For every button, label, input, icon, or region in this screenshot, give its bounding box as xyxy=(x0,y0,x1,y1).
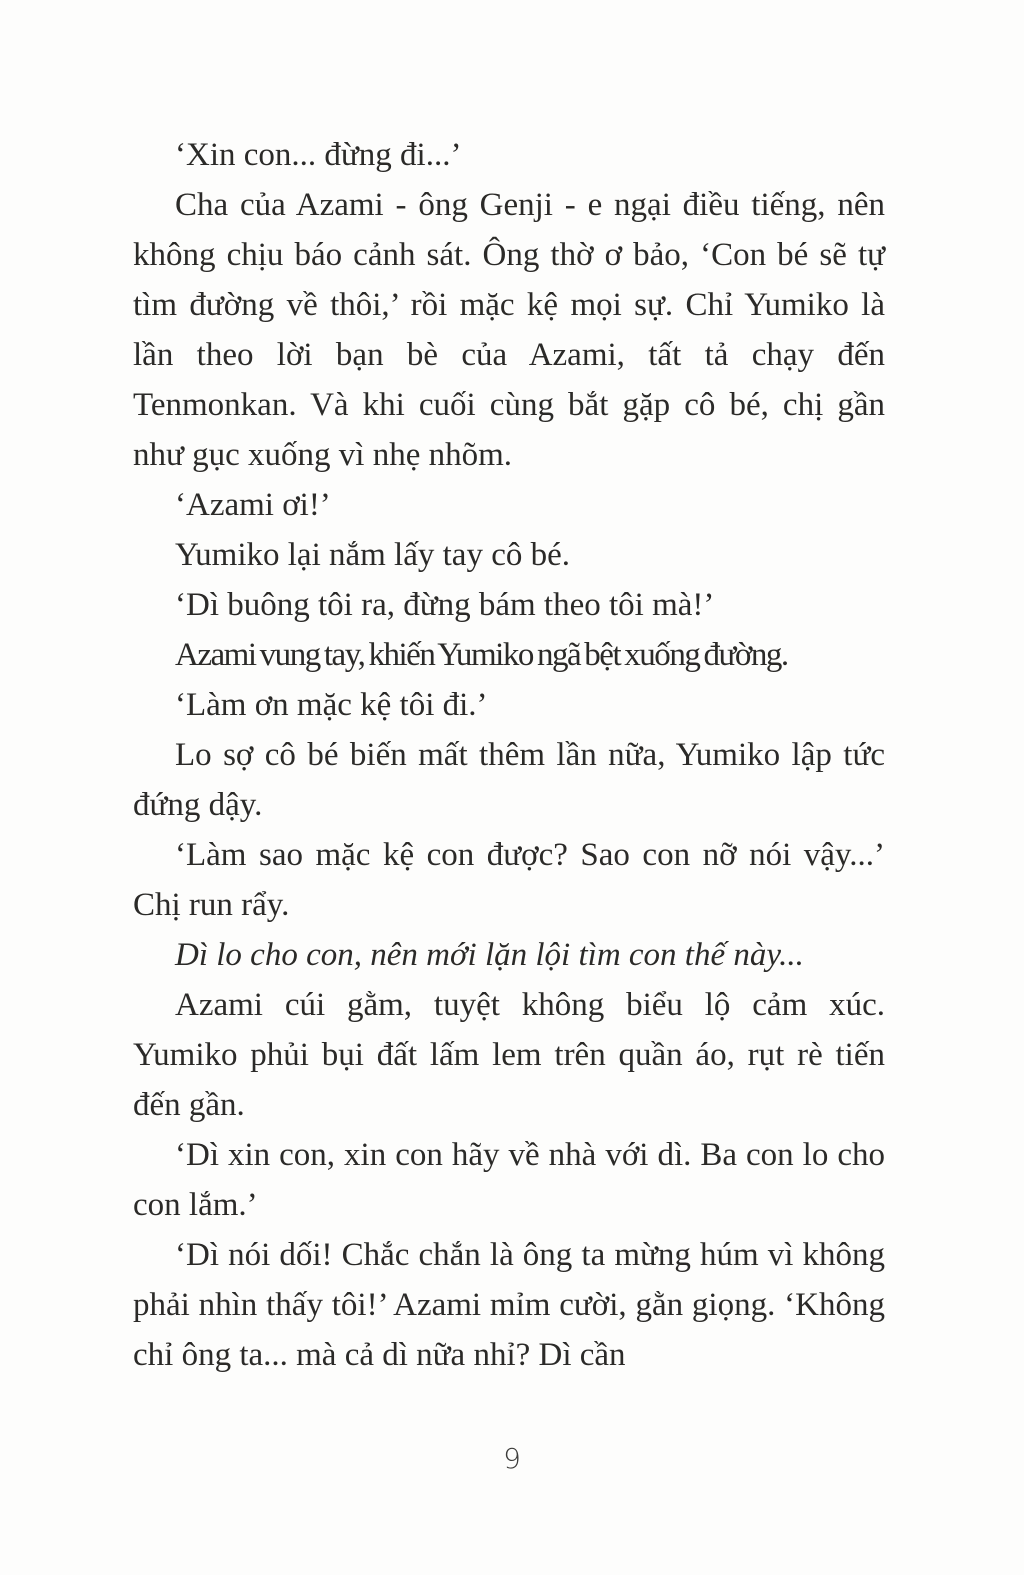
paragraph: ‘Dì xin con, xin con hãy về nhà với dì. Ba con lo cho con lắm.’ xyxy=(133,1137,885,1223)
paragraph: Cha của Azami - ông Genji - e ngại điều tiếng, nên không chịu báo cảnh sát. Ông thờ ơ bảo, ‘Con bé sẽ tự tìm đường về thôi,’ rồi mặc kệ mọi sự. Chỉ Yumiko là lần theo lời bạn bè của Azami, tất tả chạy đến Tenmonkan. Và khi cuối cùng bắt gặp cô bé, chị gần như gục xuống vì nhẹ nhõm. xyxy=(133,187,885,473)
paragraph: ‘Dì nói dối! Chắc chắn là ông ta mừng húm vì không phải nhìn thấy tôi!’ Azami mỉm cười, gằn giọng. ‘Không chỉ ông ta... mà cả dì nữa nhỉ? Dì cần xyxy=(133,1237,885,1373)
paragraph: ‘Làm ơn mặc kệ tôi đi.’ xyxy=(175,687,488,723)
paragraph: Yumiko lại nắm lấy tay cô bé. xyxy=(175,537,570,573)
body-text xyxy=(133,130,885,1380)
paragraph: Azami cúi gằm, tuyệt không biểu lộ cảm xúc. Yumiko phủi bụi đất lấm lem trên quần áo, rụt rè tiến đến gần. xyxy=(133,987,885,1123)
paragraph-inner-thought: Dì lo cho con, nên mới lặn lội tìm con thế này... xyxy=(175,937,804,973)
page-number: 9 xyxy=(503,1442,521,1475)
paragraph: Azami vung tay, khiến Yumiko ngã bệt xuống đường. xyxy=(175,637,788,673)
paragraph: ‘Làm sao mặc kệ con được? Sao con nỡ nói vậy...’ Chị run rẩy. xyxy=(133,837,885,923)
paragraph: ‘Xin con... đừng đi...’ xyxy=(175,137,462,173)
paragraph: ‘Azami ơi!’ xyxy=(175,487,331,523)
paragraph: ‘Dì buông tôi ra, đừng bám theo tôi mà!’ xyxy=(175,587,715,623)
paragraph: Lo sợ cô bé biến mất thêm lần nữa, Yumiko lập tức đứng dậy. xyxy=(133,737,885,823)
